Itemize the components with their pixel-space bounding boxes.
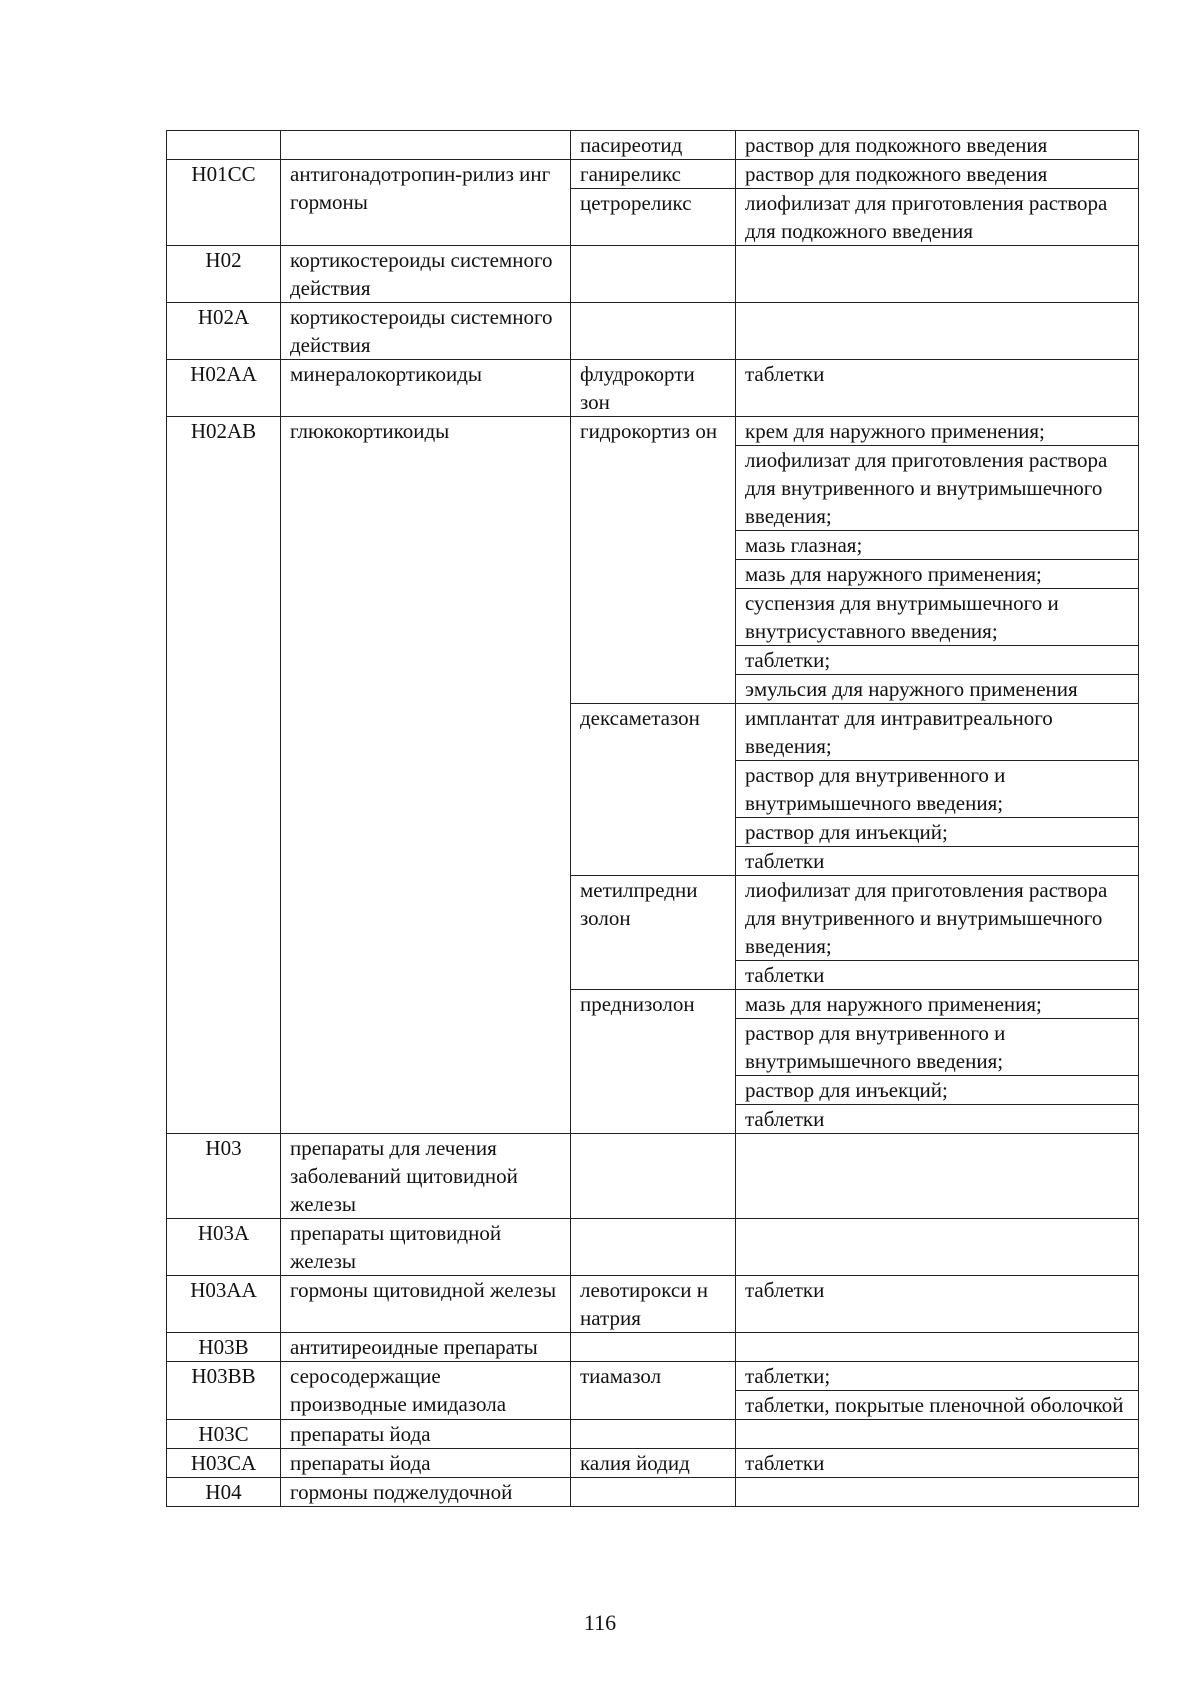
dosage-forms-cell	[736, 1276, 1139, 1333]
group-name-cell: кортикостероиды системного действия	[281, 303, 571, 360]
table-row	[167, 160, 1139, 189]
dosage-forms-cell	[736, 1134, 1139, 1219]
dosage-forms-cell	[736, 1219, 1139, 1276]
table-row	[167, 417, 1139, 704]
table-row	[167, 360, 1139, 417]
drug-name-cell: гидрокортиз он	[571, 417, 736, 704]
dosage-form-item: раствор для инъекций;	[736, 818, 1138, 847]
drug-name-cell: левотирокси н натрия	[571, 1276, 736, 1333]
table-row	[167, 1333, 1139, 1362]
dosage-forms-cell	[736, 131, 1139, 160]
dosage-form-item: лиофилизат для приготовления раствора для внутривенного и внутримышечного введения;	[736, 876, 1138, 961]
dosage-forms-cell	[736, 1449, 1139, 1478]
dosage-form-item: суспензия для внутримышечного и внутрисуставного введения;	[736, 589, 1138, 646]
table-row	[167, 1362, 1139, 1420]
dosage-form-item: мазь для наружного применения;	[736, 560, 1138, 589]
table-row	[167, 303, 1139, 360]
dosage-forms-cell	[736, 1420, 1139, 1449]
atc-code-cell: H03A	[167, 1219, 281, 1276]
dosage-forms-cell	[736, 1478, 1139, 1507]
table-row	[167, 246, 1139, 303]
table-row	[167, 1219, 1139, 1276]
dosage-form-item: таблетки	[745, 362, 825, 386]
drug-name-cell	[571, 1478, 736, 1507]
dosage-forms-cell	[736, 246, 1139, 303]
dosage-form-item: эмульсия для наружного применения	[745, 677, 1078, 701]
dosage-forms-cell	[736, 360, 1139, 417]
dosage-form-item: таблетки	[745, 1278, 825, 1302]
table-row	[167, 131, 1139, 160]
dosage-form-item: таблетки, покрытые пленочной оболочкой	[745, 1393, 1124, 1417]
drug-name-cell	[571, 1333, 736, 1362]
dosage-forms-cell	[736, 189, 1139, 246]
drug-name-cell	[571, 246, 736, 303]
dosage-forms-cell	[736, 160, 1139, 189]
drug-classification-table	[166, 130, 1139, 1507]
atc-code-cell: H02A	[167, 303, 281, 360]
dosage-form-item: мазь глазная;	[736, 531, 1138, 560]
dosage-forms-cell	[736, 303, 1139, 360]
dosage-form-item: таблетки;	[736, 1362, 1138, 1391]
dosage-form-item: крем для наружного применения;	[736, 417, 1138, 446]
group-name-cell: препараты йода	[281, 1449, 571, 1478]
dosage-form-item: раствор для внутривенного и внутримышечного введения;	[736, 1019, 1138, 1076]
drug-name-cell: ганиреликс	[571, 160, 736, 189]
table-row	[167, 1420, 1139, 1449]
page-number: 116	[583, 1610, 617, 1635]
dosage-form-item: таблетки;	[736, 646, 1138, 675]
dosage-form-item: имплантат для интравитреального введения;	[736, 704, 1138, 761]
drug-name-cell	[571, 1219, 736, 1276]
drug-name-cell	[571, 1134, 736, 1219]
table-row	[167, 1449, 1139, 1478]
group-name-cell: кортикостероиды системного действия	[281, 246, 571, 303]
dosage-form-item: таблетки	[745, 1107, 825, 1131]
drug-name-cell: цетрореликс	[571, 189, 736, 246]
atc-code-cell: H02	[167, 246, 281, 303]
atc-code-cell: H04	[167, 1478, 281, 1507]
drug-name-cell	[571, 1420, 736, 1449]
dosage-form-item: таблетки	[745, 849, 825, 873]
group-name-cell: гормоны щитовидной железы	[281, 1276, 571, 1333]
dosage-form-item: раствор для инъекций;	[736, 1076, 1138, 1105]
group-name-cell: глюкокортикоиды	[281, 417, 571, 1134]
drug-name-cell: тиамазол	[571, 1362, 736, 1420]
dosage-forms-cell	[736, 417, 1139, 704]
group-name-cell	[281, 131, 571, 160]
atc-code-cell: H03CA	[167, 1449, 281, 1478]
atc-code-cell: H02AA	[167, 360, 281, 417]
drug-name-cell: калия йодид	[571, 1449, 736, 1478]
atc-code-cell: H03AA	[167, 1276, 281, 1333]
dosage-form-item: таблетки	[745, 963, 825, 987]
group-name-cell: антигонадотропин-рилиз инг гормоны	[281, 160, 571, 246]
dosage-forms-cell	[736, 704, 1139, 876]
dosage-form-item: раствор для подкожного введения	[745, 133, 1048, 157]
dosage-form-item: раствор для подкожного введения	[745, 162, 1048, 186]
table-row	[167, 1134, 1139, 1219]
group-name-cell: гормоны поджелудочной	[281, 1478, 571, 1507]
atc-code-cell: H03B	[167, 1333, 281, 1362]
group-name-cell: препараты для лечения заболеваний щитовидной железы	[281, 1134, 571, 1219]
dosage-form-item: раствор для внутривенного и внутримышечного введения;	[736, 761, 1138, 818]
atc-code-cell: H03	[167, 1134, 281, 1219]
atc-code-cell: H03BB	[167, 1362, 281, 1420]
atc-code-cell: H02AB	[167, 417, 281, 1134]
drug-name-cell: метилпредни золон	[571, 876, 736, 990]
dosage-forms-cell	[736, 990, 1139, 1134]
atc-code-cell: H01CC	[167, 160, 281, 246]
group-name-cell: препараты щитовидной железы	[281, 1219, 571, 1276]
dosage-forms-cell	[736, 1362, 1139, 1420]
drug-name-cell: флудрокорти зон	[571, 360, 736, 417]
atc-code-cell: H03C	[167, 1420, 281, 1449]
dosage-form-item: лиофилизат для приготовления раствора для подкожного введения	[745, 191, 1108, 243]
atc-code-cell	[167, 131, 281, 160]
dosage-forms-cell	[736, 1333, 1139, 1362]
group-name-cell: антитиреоидные препараты	[281, 1333, 571, 1362]
table-row	[167, 1478, 1139, 1507]
dosage-form-item: лиофилизат для приготовления раствора для внутривенного и внутримышечного введения;	[736, 446, 1138, 531]
group-name-cell: серосодержащие производные имидазола	[281, 1362, 571, 1420]
drug-name-cell	[571, 303, 736, 360]
dosage-forms-cell	[736, 876, 1139, 990]
dosage-form-item: таблетки	[745, 1451, 825, 1475]
group-name-cell: минералокортикоиды	[281, 360, 571, 417]
drug-name-cell: преднизолон	[571, 990, 736, 1134]
drug-name-cell: пасиреотид	[571, 131, 736, 160]
dosage-form-item: мазь для наружного применения;	[736, 990, 1138, 1019]
drug-name-cell: дексаметазон	[571, 704, 736, 876]
group-name-cell: препараты йода	[281, 1420, 571, 1449]
table-row	[167, 1276, 1139, 1333]
